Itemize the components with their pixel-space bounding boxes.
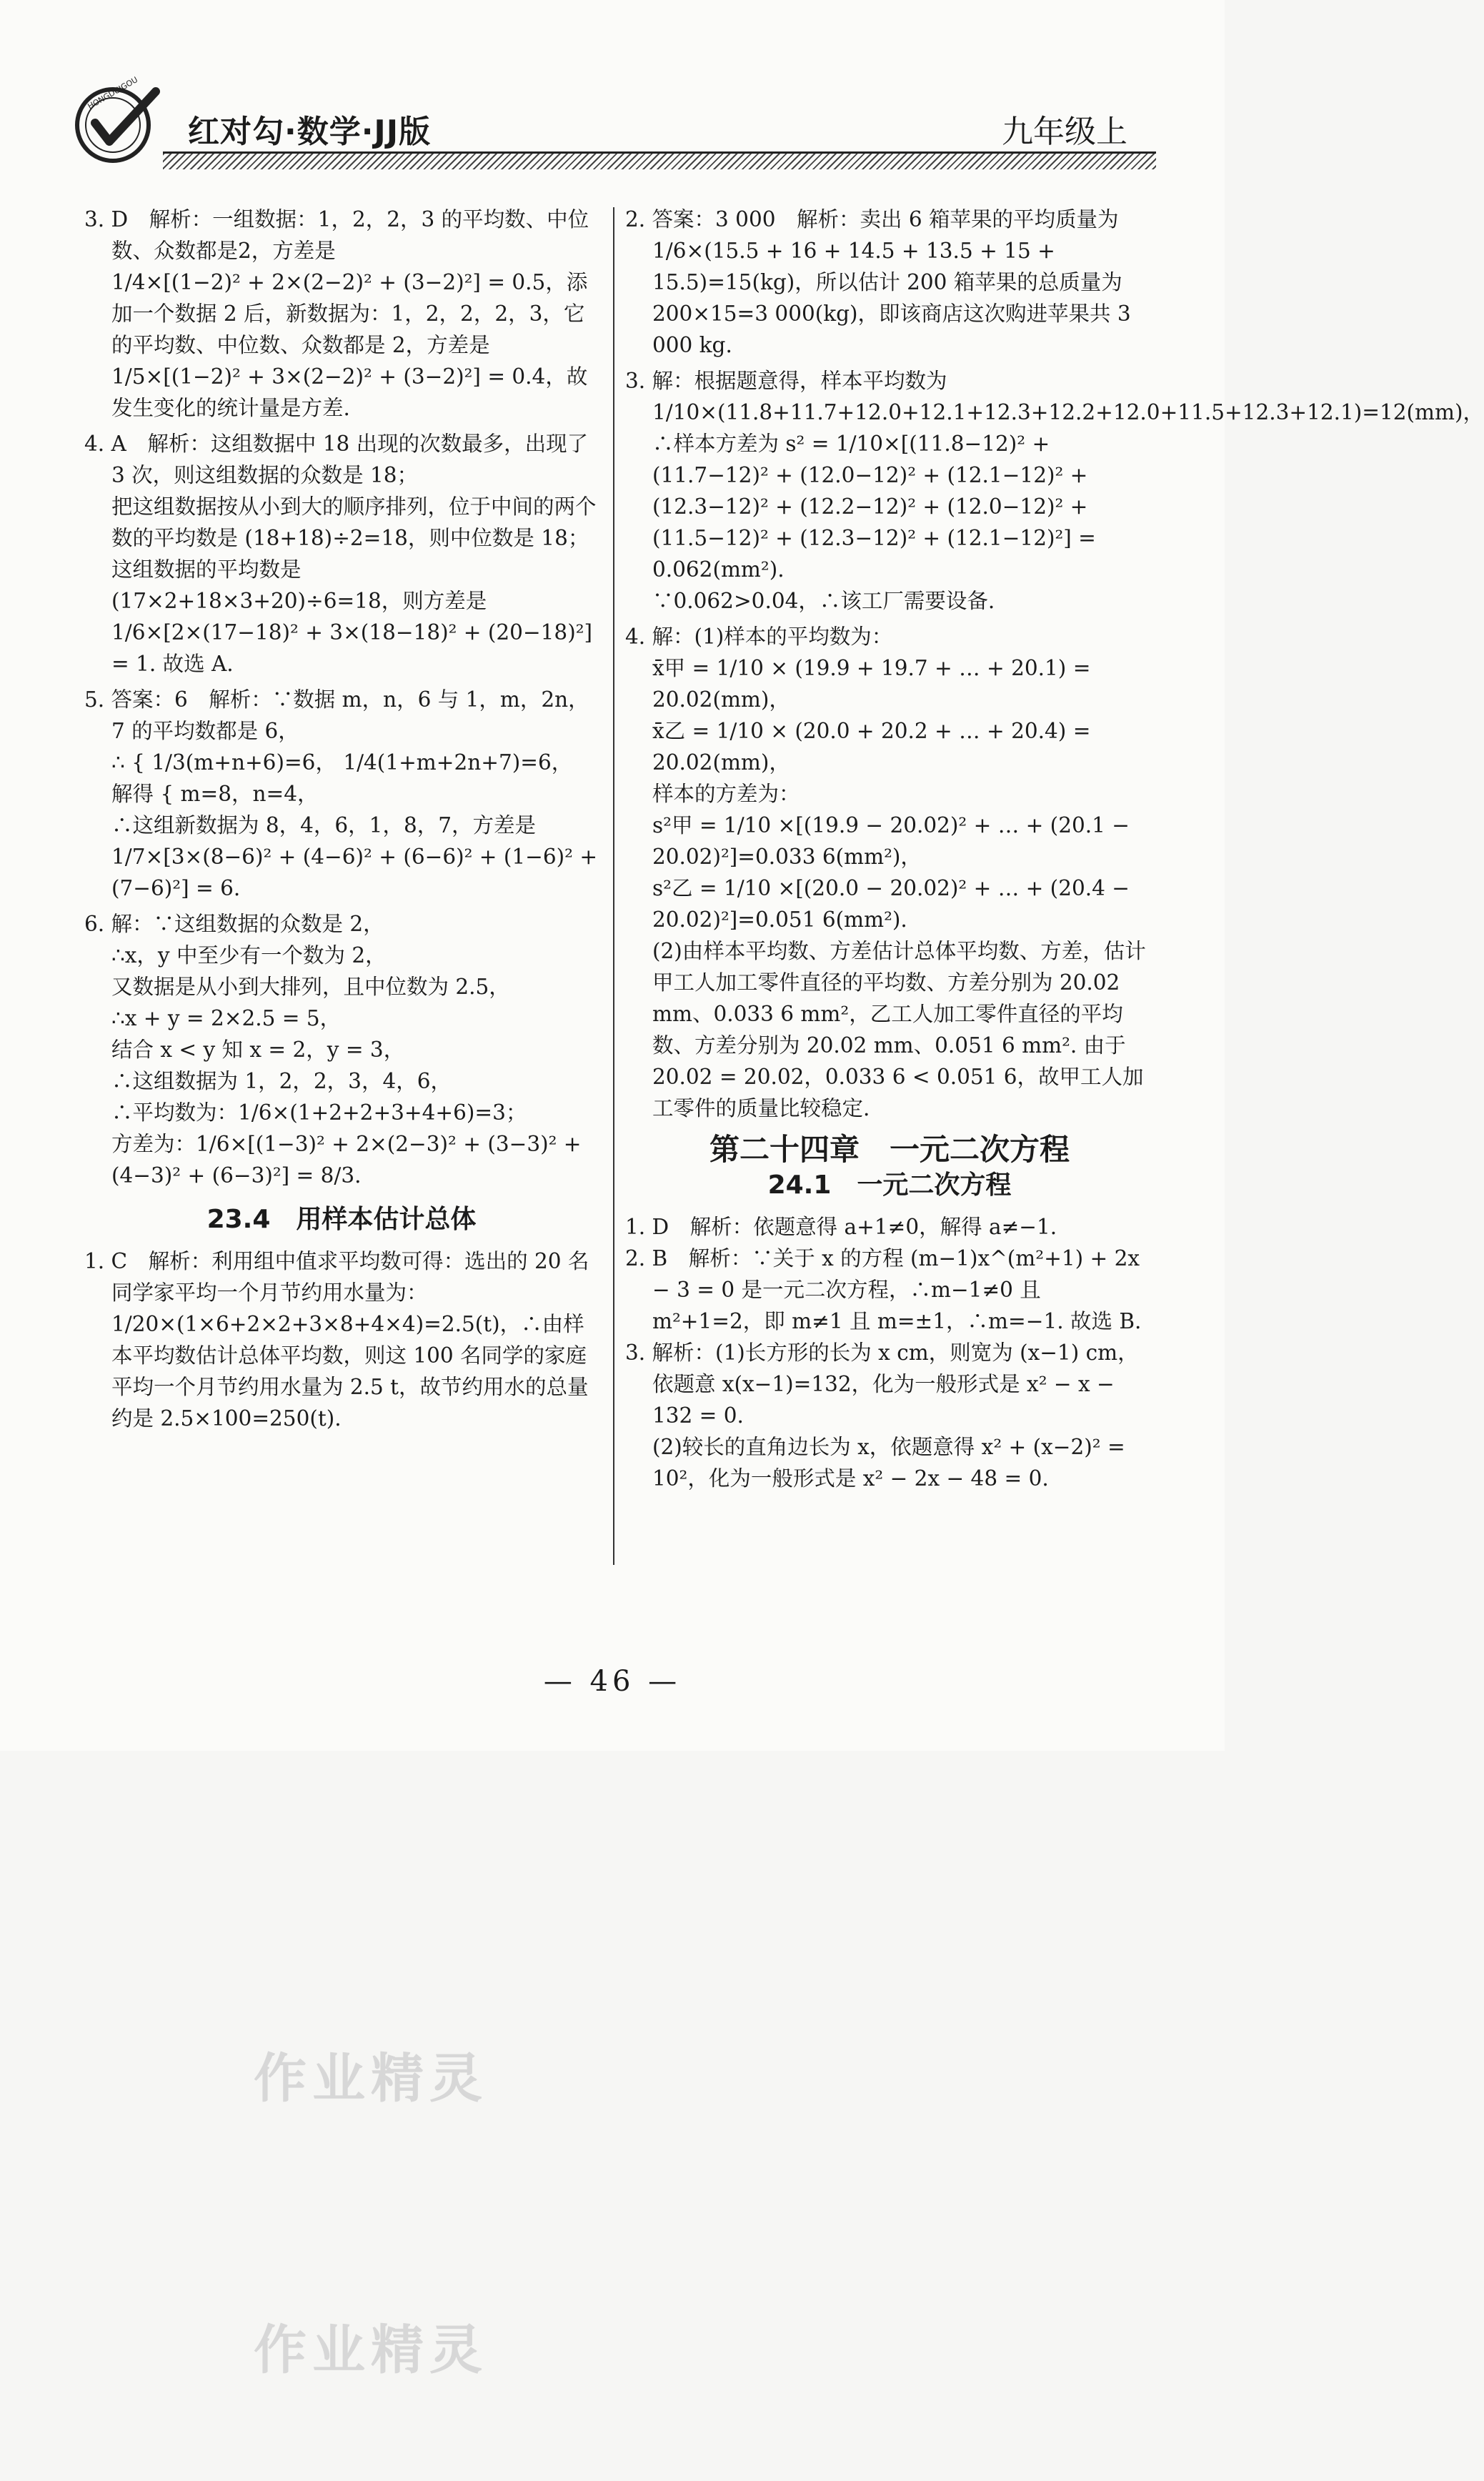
answer-24-1-3 xyxy=(625,1337,1154,1494)
answer-line: 3. 解：根据题意得，样本平均数为 1/10×(11.8+11.7+12.0+12.1+12.3+12.2+12.0+11.5+12.3+12.1)=12(mm)， xyxy=(625,369,1484,424)
column-divider xyxy=(613,207,614,1565)
equation-system: ∴ { 1/3(m+n+6)=6， 1/4(1+m+2n+7)=6， 解得 { m=8，n=4， xyxy=(111,750,573,806)
answer-line: (2)较长的直角边长为 x，依题意得 x² + (x−2)² = 10²，化为一般形式是 x² − 2x − 48 = 0. xyxy=(652,1435,1125,1491)
answer-line: x̄甲 = 1/10 × (19.9 + 19.7 + … + 20.1) = 20.02(mm)， xyxy=(652,656,1091,712)
answer-line: 4. A 解析：这组数据中 18 出现的次数最多，出现了 3 次，则这组数据的众数是 18； xyxy=(84,432,589,487)
section-heading-23-4: 23.4 用样本估计总体 xyxy=(206,1205,477,1234)
section-heading-24-1: 24.1 一元二次方程 xyxy=(767,1170,1012,1200)
answer-line: ∴x + y = 2×2.5 = 5， xyxy=(111,1006,342,1030)
answer-line: 5. 答案：6 解析：∵数据 m，n，6 与 1，m，2n，7 的平均数都是 6， xyxy=(84,687,589,743)
answer-line: ∵0.062>0.04，∴该工厂需要设备. xyxy=(652,589,995,613)
page-header xyxy=(56,71,1156,179)
answer-line: 1/7×[3×(8−6)² + (4−6)² + (6−6)² + (1−6)² + (7−6)²] = 6. xyxy=(111,845,598,900)
answer-line: (2)由样本平均数、方差估计总体平均数、方差，估计甲工人加工零件直径的平均数、方差分别为 20.02 mm、0.033 6 mm²，乙工人加工零件直径的平均数、方差分别为 20.02 mm、0.051 6 mm². 由于 20.02 = 20.02，0.033 6 < 0.051 6，故甲工人加工零件的质量比较稳定. xyxy=(652,939,1146,1120)
answer-4 xyxy=(84,428,599,680)
answer-line: 3. 解析：(1)长方形的长为 x cm，则宽为 (x−1) cm，依题意 x(x−1)=132，化为一般形式是 x² − x − 132 = 0. xyxy=(625,1341,1139,1428)
answer-line: 样本的方差为： xyxy=(652,782,800,806)
answer-line: 1/6×[2×(17−18)² + 3×(18−18)² + (20−18)²] = 1. 故选 A. xyxy=(111,620,593,676)
answer-line: x̄乙 = 1/10 × (20.0 + 20.2 + … + 20.4) = 20.02(mm)， xyxy=(652,719,1091,775)
watermark-text: 作业精灵 xyxy=(254,2048,488,2109)
answer-line: ∴样本方差为 s² = 1/10×[(11.8−12)² + (11.7−12)² + (12.0−12)² + (12.1−12)² + (12.3−12)² + (12.2−12)² + (12.0−12)² + (11.5−12)² + (12.3−12)² + (12.1−12)²] = 0.062(mm²). xyxy=(652,432,1096,582)
answer-line: 1/4×[(1−2)² + 2×(2−2)² + (3−2)²] = 0.5，添加一个数据 2 后，新数据为：1，2，2，2，3，它的平均数、中位数、众数都是 2，方差是 xyxy=(111,270,588,357)
left-column xyxy=(84,204,599,1434)
answer-3 xyxy=(84,204,599,424)
grade-label: 九年级上 xyxy=(1002,114,1127,150)
answer-2 xyxy=(625,204,1154,361)
answer-line: ∴这组数据为 1，2，2，3，4，6， xyxy=(111,1069,452,1093)
answer-line: 1. C 解析：利用组中值求平均数可得：选出的 20 名同学家平均一个月节约用水量为：1/20×(1×6+2×2+3×8+4×4)=2.5(t)，∴由样本平均数估计总体平均数，则这 100 名同学的家庭平均一个月节约用水量为 2.5 t，故节约用水的总量约是 2.5×100=250(t). xyxy=(84,1249,589,1431)
answer-line: 3. D 解析：一组数据：1，2，2，3 的平均数、中位数、众数都是2，方差是 xyxy=(84,207,589,263)
chapter-heading-24: 第二十四章 一元二次方程 xyxy=(709,1132,1070,1167)
page-number: — 46 — xyxy=(543,1665,682,1698)
right-column xyxy=(625,204,1484,1494)
answer-4-right xyxy=(625,621,1154,1124)
answer-24-1-1: 1. D 解析：依题意得 a+1≠0，解得 a≠−1. xyxy=(625,1215,1057,1239)
answer-line: 又数据是从小到大排列，且中位数为 2.5， xyxy=(111,975,510,999)
answer-3-right xyxy=(625,365,1484,617)
answer-line: ∴平均数为：1/6×(1+2+2+3+4+6)=3； xyxy=(111,1100,527,1125)
answer-6 xyxy=(84,908,599,1191)
answer-line: ∴x，y 中至少有一个数为 2， xyxy=(111,943,387,968)
answer-23-4-1 xyxy=(84,1246,599,1434)
answer-line: s²乙 = 1/10 ×[(20.0 − 20.02)² + … + (20.4 − 20.02)²]=0.051 6(mm²). xyxy=(652,876,1130,932)
answer-line: s²甲 = 1/10 ×[(19.9 − 20.02)² + … + (20.1 − 20.02)²]=0.033 6(mm²)， xyxy=(652,813,1130,869)
answer-5 xyxy=(84,684,599,904)
watermark-text: 作业精灵 xyxy=(254,2320,488,2381)
answer-line: 2. 答案：3 000 解析：卖出 6 箱苹果的平均质量为 1/6×(15.5 + 16 + 14.5 + 13.5 + 15 + 15.5)=15(kg)，所以估计 200 箱苹果的总质量为 200×15=3 000(kg)，即该商店这次购进苹果共 3 000 kg. xyxy=(625,207,1131,357)
answer-line: 6. 解：∵这组数据的众数是 2， xyxy=(84,912,384,936)
answer-line: 方差为：1/6×[(1−3)² + 2×(2−3)² + (3−3)² + (4−3)² + (6−3)²] = 8/3. xyxy=(111,1132,582,1188)
answer-line: 1/5×[(1−2)² + 3×(2−2)² + (3−2)²] = 0.4，故发生变化的统计量是方差. xyxy=(111,364,588,420)
answer-line: 结合 x < y 知 x = 2，y = 3， xyxy=(111,1038,405,1062)
answer-line: 4. 解：(1)样本的平均数为： xyxy=(625,625,893,649)
header-rule xyxy=(163,151,1156,169)
checkmark-logo-icon xyxy=(63,74,170,171)
answer-line: ∴这组新数据为 8，4，6，1，8，7，方差是 xyxy=(111,813,536,837)
book-brand-title: 红对勾·数学·JJ版 xyxy=(188,114,432,150)
svg-text:HONGDUIGOU: HONGDUIGOU xyxy=(86,74,140,111)
answer-line: 把这组数据按从小到大的顺序排列，位于中间的两个数的平均数是 (18+18)÷2=18，则中位数是 18；这组数据的平均数是 (17×2+18×3+20)÷6=18，则方差是 xyxy=(111,494,597,613)
answer-24-1-2: 2. B 解析：∵关于 x 的方程 (m−1)x^(m²+1) + 2x − 3 = 0 是一元二次方程，∴m−1≠0 且 m²+1=2，即 m≠1 且 m=±1，∴m=−1. 故选 B. xyxy=(625,1246,1142,1333)
